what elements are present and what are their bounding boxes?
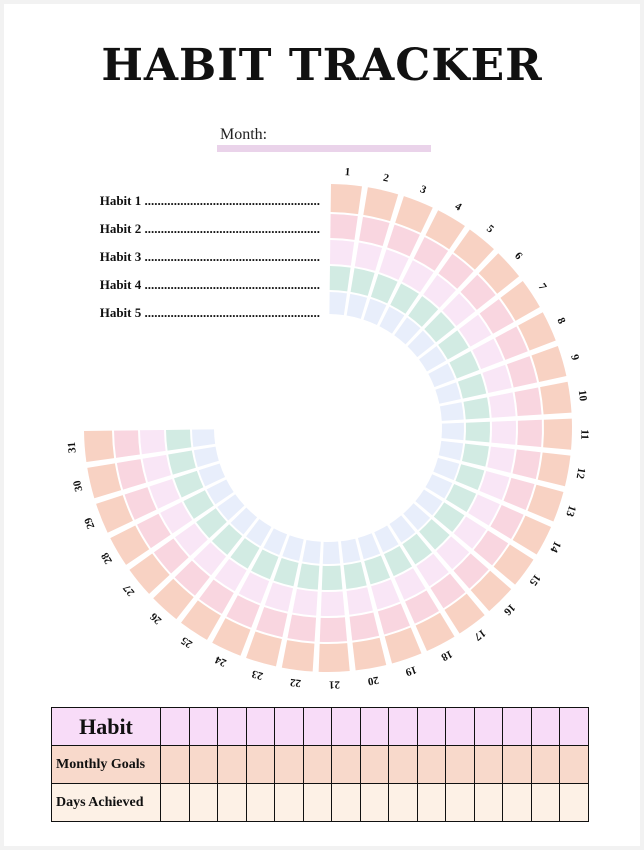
day-30-habit-4-cell[interactable]: [168, 451, 196, 475]
day-31-habit-1-cell[interactable]: [84, 431, 114, 462]
habit-label: Habit 5: [99, 305, 142, 320]
day-1-habit-3-cell[interactable]: [330, 240, 354, 266]
table-cell[interactable]: [189, 784, 218, 822]
day-9-habit-1-cell[interactable]: [531, 346, 566, 382]
table-cell[interactable]: [275, 746, 304, 784]
day-20-habit-4-cell[interactable]: [344, 562, 367, 589]
day-23-habit-3-cell[interactable]: [265, 582, 293, 611]
table-row: [52, 784, 589, 822]
table-cell[interactable]: [389, 708, 418, 746]
table-cell[interactable]: [303, 784, 332, 822]
day-11-habit-3-cell[interactable]: [491, 421, 516, 445]
day-21-habit-2-cell[interactable]: [320, 617, 347, 642]
day-12-habit-1-cell[interactable]: [538, 452, 571, 486]
day-11-habit-4-cell[interactable]: [465, 422, 490, 443]
day-12-habit-3-cell[interactable]: [487, 447, 515, 473]
table-cell[interactable]: [503, 746, 532, 784]
day-19-habit-3-cell[interactable]: [371, 579, 400, 609]
day-22-habit-1-cell[interactable]: [282, 640, 315, 671]
table-cell[interactable]: [417, 784, 446, 822]
table-cell[interactable]: [303, 708, 332, 746]
table-cell[interactable]: [531, 784, 560, 822]
day-number-label: 4: [452, 200, 464, 214]
day-10-habit-4-cell[interactable]: [464, 397, 490, 419]
day-number-label: 29: [82, 515, 98, 531]
day-number-label: 20: [366, 673, 380, 688]
day-number-label: 19: [403, 663, 419, 679]
day-2-habit-5-cell[interactable]: [347, 294, 367, 319]
table-cell[interactable]: [503, 784, 532, 822]
day-2-habit-3-cell[interactable]: [355, 243, 382, 271]
table-cell[interactable]: [161, 746, 190, 784]
day-23-habit-5-cell[interactable]: [282, 535, 303, 560]
day-number-label: 5: [484, 222, 496, 236]
day-number-label: 12: [573, 466, 588, 480]
habit-label: Habit 4: [99, 277, 142, 292]
table-cell[interactable]: [560, 746, 589, 784]
day-number-label: 1: [344, 166, 351, 179]
day-23-habit-2-cell[interactable]: [256, 607, 287, 637]
day-21-habit-1-cell[interactable]: [319, 643, 350, 672]
day-31-habit-2-cell[interactable]: [114, 430, 140, 457]
day-9-habit-3-cell[interactable]: [482, 365, 511, 393]
summary-table: [51, 707, 589, 822]
day-number-label: 3: [418, 183, 428, 197]
day-10-habit-1-cell[interactable]: [540, 382, 571, 415]
day-11-habit-2-cell[interactable]: [517, 420, 542, 447]
table-cell[interactable]: [389, 784, 418, 822]
day-2-habit-1-cell[interactable]: [363, 187, 398, 221]
day-11-habit-1-cell[interactable]: [543, 419, 572, 450]
table-row-label: Monthly Goals: [52, 746, 161, 784]
day-number-label: 30: [71, 479, 86, 493]
table-cell[interactable]: [161, 708, 190, 746]
table-row: [52, 746, 589, 784]
habit-line: ......................................................: [144, 249, 320, 264]
day-23-habit-4-cell[interactable]: [274, 558, 299, 586]
day-22-habit-4-cell[interactable]: [297, 564, 319, 590]
day-number-label: 6: [512, 250, 525, 263]
table-cell[interactable]: [560, 708, 589, 746]
day-1-habit-5-cell[interactable]: [329, 292, 347, 315]
day-number-label: 13: [563, 503, 579, 519]
day-12-habit-2-cell[interactable]: [513, 450, 541, 480]
table-row-label: Days Achieved: [52, 784, 161, 822]
table-cell[interactable]: [218, 708, 247, 746]
day-9-habit-2-cell[interactable]: [507, 356, 537, 387]
table-cell[interactable]: [275, 708, 304, 746]
habit-line: ......................................................: [144, 305, 320, 320]
table-cell[interactable]: [218, 746, 247, 784]
day-number-label: 25: [178, 634, 195, 651]
day-number-label: 15: [526, 571, 543, 588]
table-row-label: Habit: [52, 708, 161, 746]
day-22-habit-2-cell[interactable]: [287, 615, 316, 642]
table-cell[interactable]: [246, 746, 275, 784]
day-19-habit-1-cell[interactable]: [385, 628, 422, 664]
day-12-habit-4-cell[interactable]: [462, 444, 489, 467]
table-cell[interactable]: [560, 784, 589, 822]
day-number-label: 27: [121, 582, 138, 599]
day-9-habit-4-cell[interactable]: [458, 374, 486, 399]
day-number-label: 7: [535, 281, 549, 293]
day-30-habit-3-cell[interactable]: [143, 455, 171, 482]
day-10-habit-2-cell[interactable]: [515, 387, 542, 416]
day-20-habit-5-cell[interactable]: [341, 539, 361, 563]
habit-label: Habit 3: [99, 249, 142, 264]
day-number-label: 2: [381, 171, 391, 185]
day-number-label: 17: [471, 626, 488, 643]
day-13-habit-1-cell[interactable]: [528, 485, 564, 522]
day-number-label: 21: [328, 678, 341, 691]
day-30-habit-2-cell[interactable]: [117, 459, 146, 490]
table-cell[interactable]: [332, 746, 361, 784]
day-number-label: 14: [547, 539, 564, 555]
day-13-habit-3-cell[interactable]: [479, 471, 509, 500]
table-cell[interactable]: [446, 784, 475, 822]
table-cell[interactable]: [474, 746, 503, 784]
table-row: [52, 708, 589, 746]
table-cell[interactable]: [446, 708, 475, 746]
table-cell[interactable]: [360, 784, 389, 822]
day-20-habit-3-cell[interactable]: [347, 587, 373, 615]
day-number-label: 31: [65, 441, 79, 454]
table-cell[interactable]: [218, 784, 247, 822]
day-number-label: 11: [578, 429, 591, 440]
table-cell[interactable]: [531, 708, 560, 746]
table-cell[interactable]: [275, 784, 304, 822]
day-number-label: 28: [99, 550, 115, 566]
day-31-habit-3-cell[interactable]: [140, 430, 166, 454]
day-30-habit-1-cell[interactable]: [87, 463, 121, 498]
month-label: Month:: [220, 126, 268, 143]
table-cell[interactable]: [446, 746, 475, 784]
day-20-habit-1-cell[interactable]: [352, 638, 386, 671]
day-number-label: 22: [289, 675, 302, 690]
day-9-habit-5-cell[interactable]: [435, 382, 460, 403]
day-22-habit-3-cell[interactable]: [292, 589, 317, 616]
day-23-habit-1-cell[interactable]: [246, 631, 282, 666]
table-cell[interactable]: [332, 708, 361, 746]
table-cell[interactable]: [189, 746, 218, 784]
table-cell[interactable]: [417, 746, 446, 784]
day-number-label: 18: [439, 647, 455, 664]
table-cell[interactable]: [303, 746, 332, 784]
day-number-label: 26: [147, 610, 165, 627]
day-22-habit-5-cell[interactable]: [302, 540, 321, 564]
day-21-habit-5-cell[interactable]: [323, 542, 340, 564]
day-1-habit-4-cell[interactable]: [330, 266, 351, 291]
table-cell[interactable]: [389, 746, 418, 784]
habit-label: Habit 1: [99, 193, 142, 208]
day-number-label: 24: [213, 653, 229, 669]
table-cell[interactable]: [417, 708, 446, 746]
day-19-habit-4-cell[interactable]: [364, 555, 390, 584]
day-10-habit-5-cell[interactable]: [440, 402, 464, 421]
day-2-habit-4-cell[interactable]: [351, 268, 375, 296]
habit-line: ......................................................: [144, 193, 320, 208]
day-21-habit-3-cell[interactable]: [321, 591, 345, 616]
day-11-habit-5-cell[interactable]: [442, 423, 464, 440]
day-number-label: 16: [501, 601, 518, 618]
day-1-habit-2-cell[interactable]: [330, 214, 357, 240]
day-30-habit-5-cell[interactable]: [194, 447, 219, 467]
day-12-habit-5-cell[interactable]: [439, 441, 463, 461]
table-cell[interactable]: [246, 708, 275, 746]
day-13-habit-4-cell[interactable]: [455, 464, 484, 490]
habit-line: ......................................................: [144, 277, 320, 292]
day-1-habit-1-cell[interactable]: [331, 184, 362, 214]
day-31-habit-4-cell[interactable]: [166, 430, 191, 451]
day-2-habit-2-cell[interactable]: [359, 217, 390, 246]
table-cell[interactable]: [474, 708, 503, 746]
day-20-habit-2-cell[interactable]: [350, 613, 380, 641]
table-cell[interactable]: [503, 708, 532, 746]
table-cell[interactable]: [360, 746, 389, 784]
day-21-habit-4-cell[interactable]: [322, 565, 343, 590]
page-title: HABIT TRACKER: [101, 40, 543, 91]
table-cell[interactable]: [332, 784, 361, 822]
table-cell[interactable]: [360, 708, 389, 746]
day-10-habit-3-cell[interactable]: [489, 392, 516, 417]
table-cell[interactable]: [161, 784, 190, 822]
habit-label: Habit 2: [99, 221, 142, 236]
table-cell[interactable]: [531, 746, 560, 784]
table-cell[interactable]: [246, 784, 275, 822]
day-number-label: 10: [575, 389, 590, 402]
day-number-label: 9: [568, 353, 582, 362]
day-31-habit-5-cell[interactable]: [192, 429, 215, 447]
day-number-label: 23: [250, 667, 265, 682]
day-number-label: 8: [554, 315, 568, 326]
table-cell[interactable]: [474, 784, 503, 822]
habit-line: ......................................................: [144, 221, 320, 236]
table-cell[interactable]: [189, 708, 218, 746]
